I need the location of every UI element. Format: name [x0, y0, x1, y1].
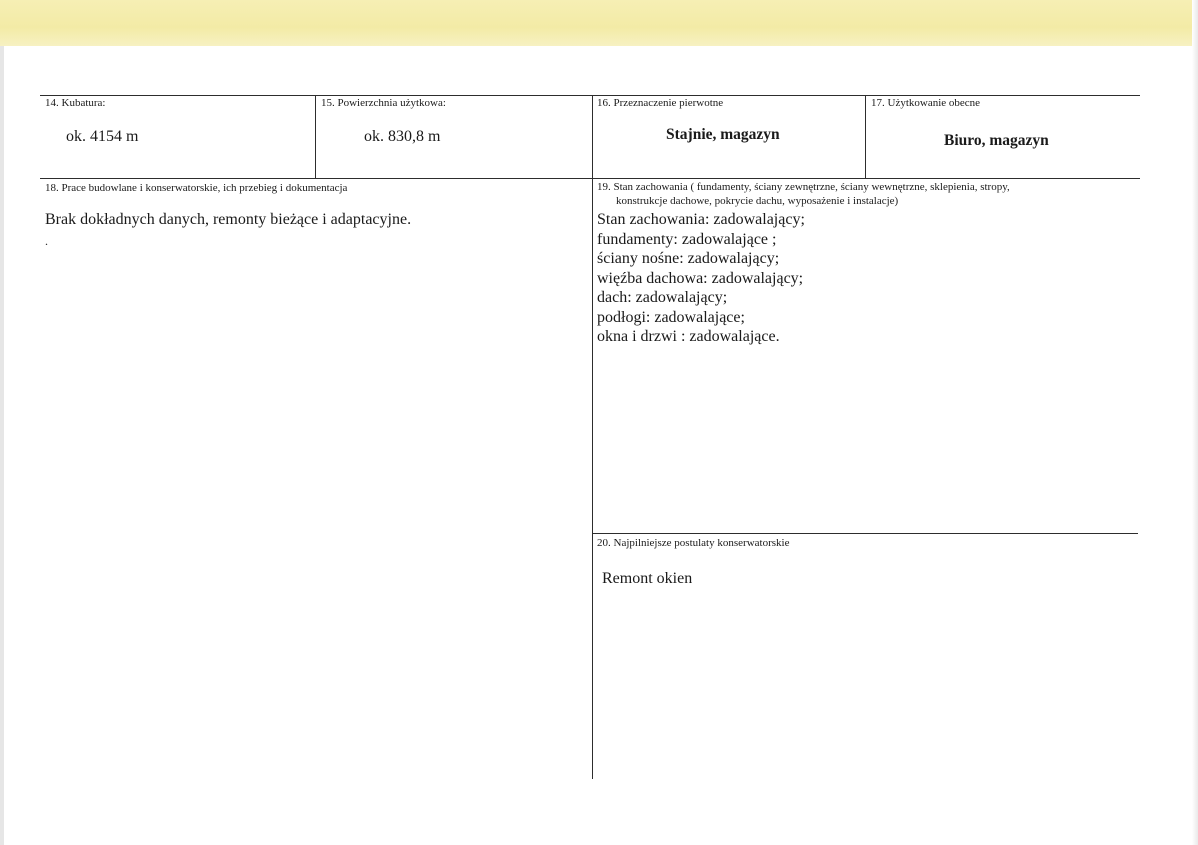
- field-18-mark: .: [45, 234, 48, 248]
- row1-bottom-border: [40, 178, 1140, 179]
- field-19-condition-list: [597, 210, 805, 347]
- center-divider: [592, 95, 593, 779]
- field-14-value: ok. 4154 m: [66, 128, 139, 145]
- condition-line: Stan zachowania: zadowalający;: [597, 211, 805, 228]
- condition-line: ściany nośne: zadowalający;: [597, 250, 780, 267]
- field-18-value: Brak dokładnych danych, remonty bieżące i adaptacyjne.: [45, 211, 412, 228]
- field-19-label-line1: 19. Stan zachowania ( fundamenty, ściany zewnętrzne, ściany wewnętrzne, sklepienia, stropy,: [597, 181, 1010, 193]
- scan-right-edge: [1192, 0, 1198, 845]
- field-18-label: 18. Prace budowlane i konserwatorskie, ich przebieg i dokumentacja: [45, 182, 348, 194]
- condition-line: więźba dachowa: zadowalający;: [597, 269, 804, 287]
- condition-line: podłogi: zadowalające;: [597, 308, 745, 326]
- form-top-border: [40, 95, 1140, 96]
- condition-line: okna i drzwi : zadowalające.: [597, 328, 780, 345]
- field-16-value: Stajnie, magazyn: [666, 126, 780, 143]
- scan-left-edge: [0, 46, 4, 845]
- field-15-label: 15. Powierzchnia użytkowa:: [321, 97, 446, 109]
- condition-line: dach: zadowalający;: [597, 289, 728, 306]
- condition-line: fundamenty: zadowalające ;: [597, 230, 777, 248]
- divider-14-15: [315, 95, 316, 179]
- field-20-label: 20. Najpilniejsze postulaty konserwatorskie: [597, 537, 790, 549]
- field-19-label-line2: konstrukcje dachowe, pokrycie dachu, wyposażenie i instalacje): [616, 195, 899, 207]
- field-15-value: ok. 830,8 m: [364, 128, 441, 145]
- row2-divider: [592, 533, 1138, 534]
- field-16-label: 16. Przeznaczenie pierwotne: [597, 97, 724, 109]
- field-17-label: 17. Użytkowanie obecne: [871, 97, 981, 109]
- field-17-value: Biuro, magazyn: [944, 132, 1049, 149]
- divider-16-17: [865, 95, 866, 179]
- field-14-label: 14. Kubatura:: [45, 97, 106, 109]
- field-20-value: Remont okien: [602, 570, 693, 587]
- scan-top-strip: [0, 0, 1198, 46]
